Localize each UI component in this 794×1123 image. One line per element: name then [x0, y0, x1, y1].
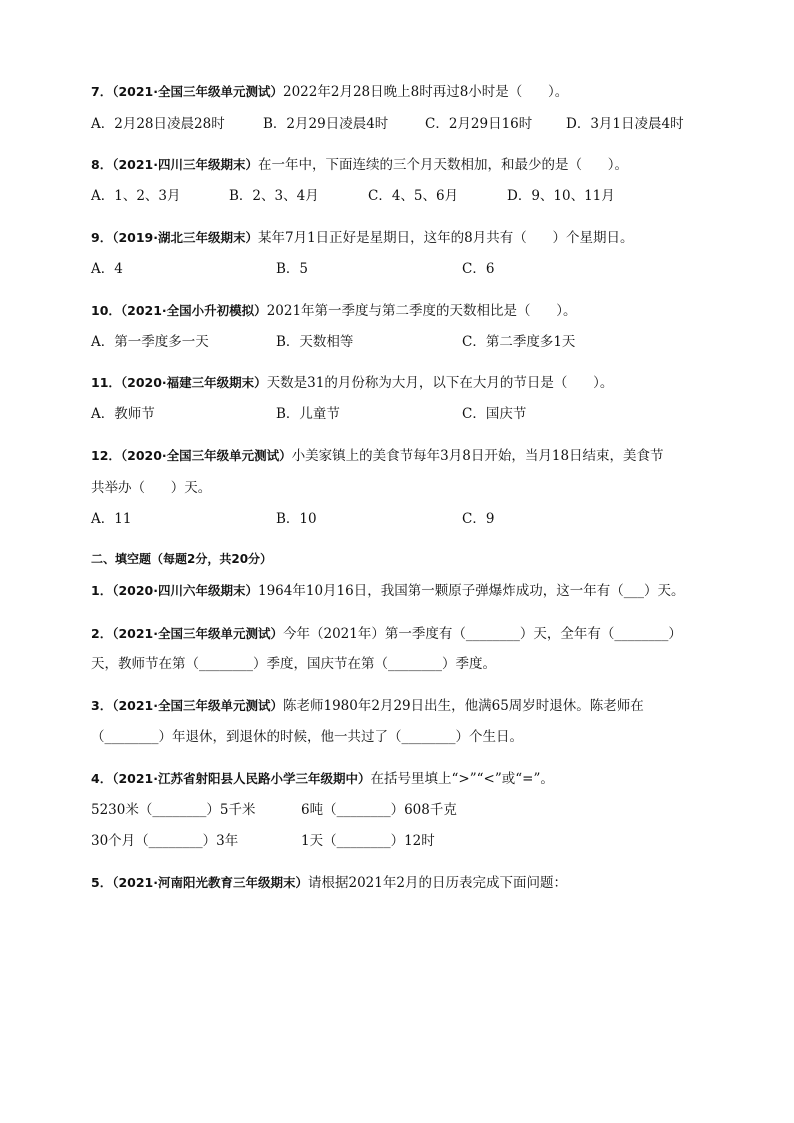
q12-option-a: A．11 — [91, 511, 132, 527]
q8-option-d: D．9、10、11月 — [507, 188, 615, 204]
fill-q3-line2: （________）年退休，到退休的时候，他一共过了（________）个生日。 — [91, 729, 523, 745]
question-source-tag: 9．（2019·湖北三年级期末） — [91, 230, 258, 245]
q7-option-b: B．2月29日凌晨4时 — [263, 116, 389, 132]
question-source-tag: 11．（2020·福建三年级期末） — [91, 375, 267, 390]
q12-option-b: B．10 — [276, 511, 317, 527]
fill-q2-line2: 天，教师节在第（________）季度，国庆节在第（________）季度。 — [91, 656, 496, 672]
fill-q4-item-3: 30个月（________）3年 — [91, 833, 239, 849]
fill-q4-item-4: 1天（________）12时 — [301, 833, 435, 849]
q9-stem: 9．（2019·湖北三年级期末）某年7月1日正好是星期日，这年的8月共有（ ）个星期日。 — [91, 230, 634, 246]
q8-option-c: C．4、5、6月 — [368, 188, 459, 204]
q9-option-a: A．4 — [91, 261, 123, 277]
question-source-tag: 12．（2020·全国三年级单元测试） — [91, 448, 292, 463]
q7-stem: 7．（2021·全国三年级单元测试）2022年2月28日晚上8时再过8小时是（ ）。 — [91, 84, 569, 100]
q8-stem: 8．（2021·四川三年级期末）在一年中，下面连续的三个月天数相加，和最少的是（ ）。 — [91, 157, 628, 173]
q11-option-b: B．儿童节 — [276, 406, 340, 422]
fill-q4-item-2: 6吨（________）608千克 — [301, 802, 457, 818]
q7-option-d: D．3月1日凌晨4时 — [566, 116, 684, 132]
q11-option-a: A．教师节 — [91, 406, 155, 422]
fill-q2-line1: 2．（2021·全国三年级单元测试）今年（2021年）第一季度有（________）天，全年有（________） — [91, 626, 682, 642]
fill-q4-item-1: 5230米（________）5千米 — [91, 802, 256, 818]
q10-option-c: C．第二季度多1天 — [462, 334, 576, 350]
q9-option-b: B．5 — [276, 261, 309, 277]
question-source-tag: 7．（2021·全国三年级单元测试） — [91, 84, 283, 99]
q8-option-a: A．1、2、3月 — [91, 188, 181, 204]
q10-stem: 10．（2021·全国小升初模拟）2021年第一季度与第二季度的天数相比是（ ）。 — [91, 303, 577, 319]
section-heading: 二、填空题（每题2分，共20分） — [91, 552, 273, 566]
q7-option-a: A．2月28日凌晨28时 — [91, 116, 225, 132]
q10-option-b: B．天数相等 — [276, 334, 354, 350]
q12-option-c: C．9 — [462, 511, 495, 527]
question-source-tag: 10．（2021·全国小升初模拟） — [91, 303, 267, 318]
fill-q3-line1: 3．（2021·全国三年级单元测试）陈老师1980年2月29日出生，他满65周岁时退休。陈老师在 — [91, 698, 644, 714]
question-source-tag: 1．（2020·四川六年级期末） — [91, 583, 258, 598]
q9-option-c: C．6 — [462, 261, 495, 277]
fill-q4-stem: 4．（2021·江苏省射阳县人民路小学三年级期中）在括号里填上“>”“<”或“=”。 — [91, 771, 554, 787]
q12-stem-line1: 12．（2020·全国三年级单元测试）小美家镇上的美食节每年3月8日开始，当月18日结束，美食节 — [91, 448, 664, 464]
question-source-tag: 8．（2021·四川三年级期末） — [91, 157, 258, 172]
q7-option-c: C．2月29日16时 — [425, 116, 533, 132]
fill-q5: 5．（2021·河南阳光教育三年级期末）请根据2021年2月的日历表完成下面问题： — [91, 875, 567, 891]
q8-option-b: B．2、3、4月 — [229, 188, 319, 204]
question-source-tag: 3．（2021·全国三年级单元测试） — [91, 698, 283, 713]
q11-stem: 11．（2020·福建三年级期末）天数是31的月份称为大月，以下在大月的节日是（ ）。 — [91, 375, 614, 391]
q12-stem-line2: 共举办（ ）天。 — [91, 480, 212, 496]
question-source-tag: 5．（2021·河南阳光教育三年级期末） — [91, 875, 308, 890]
question-source-tag: 4．（2021·江苏省射阳县人民路小学三年级期中） — [91, 771, 371, 786]
question-source-tag: 2．（2021·全国三年级单元测试） — [91, 626, 283, 641]
q11-option-c: C．国庆节 — [462, 406, 527, 422]
q10-option-a: A．第一季度多一天 — [91, 334, 209, 350]
fill-q1: 1．（2020·四川六年级期末）1964年10月16日，我国第一颗原子弹爆炸成功，这一年有（___）天。 — [91, 583, 685, 599]
